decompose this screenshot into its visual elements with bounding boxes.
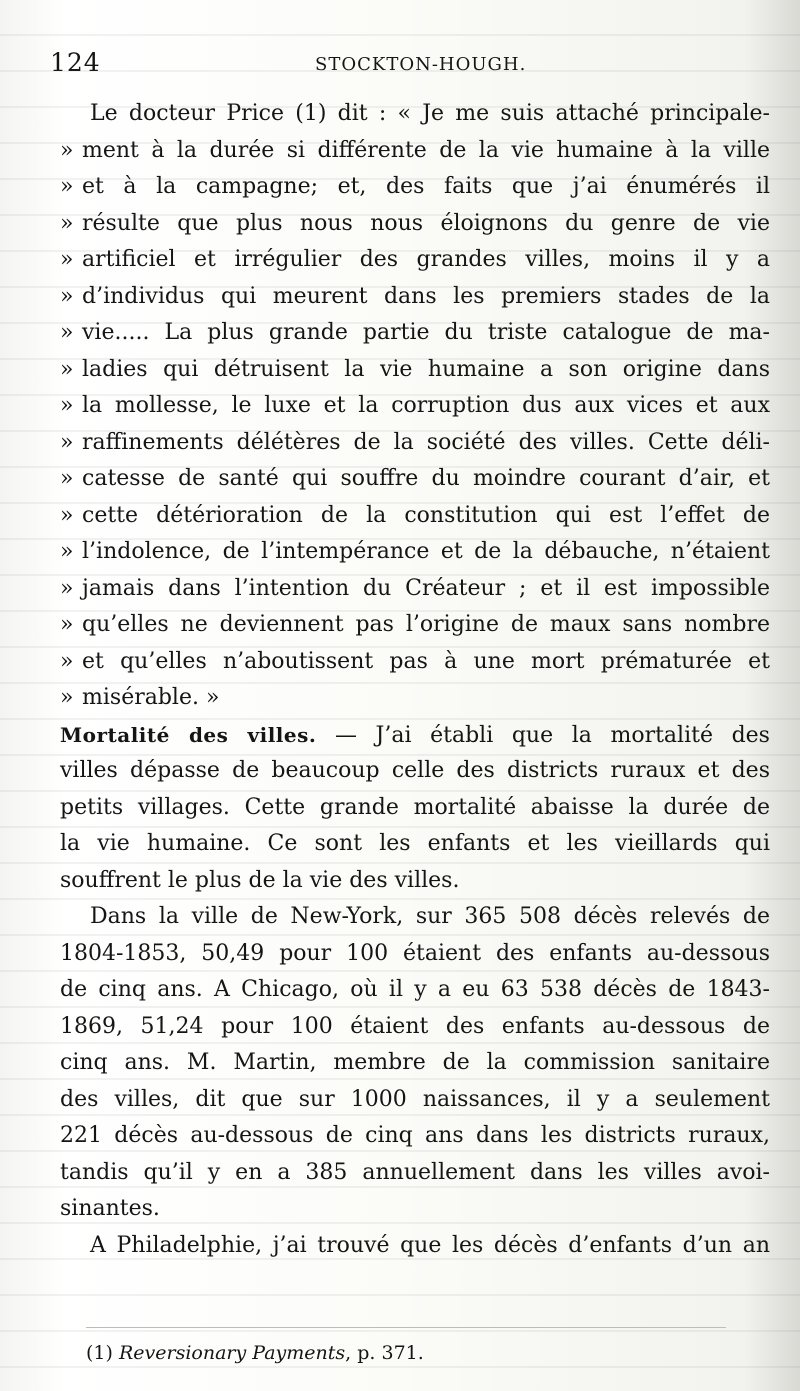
section-first-line (60, 717, 770, 754)
body-line: de cinq ans. A Chicago, où il y a eu 63 538 décès de 1843- (60, 977, 770, 1002)
body-line: Dans la ville de New-York, sur 365 508 décès relevés de (90, 904, 770, 929)
line-text: catesse de santé qui souffre du moindre courant d’air, et (82, 466, 770, 491)
body-line (60, 133, 770, 170)
line-text: d’individus qui meurent dans les premiers stades de la (82, 283, 770, 309)
quote-mark: » (60, 356, 74, 382)
page-number: 124 (50, 48, 101, 77)
footnote-rest: , p. 371. (345, 1342, 424, 1364)
quote-mark: » (60, 539, 74, 564)
body-line (60, 206, 770, 243)
line-text: — J’ai établi que la mortalité des (316, 722, 770, 748)
body-line: 1804-1853, 50,49 pour 100 étaient des enfants au-dessous (60, 940, 770, 966)
line-text: jamais dans l’intention du Créateur ; et il est impossible (82, 575, 770, 601)
quote-mark: » (60, 283, 74, 309)
line-text: vie..... La plus grande partie du triste catalogue de ma- (82, 320, 770, 345)
body-line: petits villages. Cette grande mortalité abaisse la durée de (60, 794, 770, 820)
line-text: ladies qui détruisent la vie humaine a son origine dans (82, 356, 770, 382)
footnote-title: Reversionary Payments (118, 1342, 346, 1364)
quote-mark: » (60, 502, 74, 528)
body-line: 221 décès au-dessous de cinq ans dans les districts ruraux, (60, 1123, 770, 1148)
body-line: cinq ans. M. Martin, membre de la commission sanitaire (60, 1050, 770, 1075)
body-line (60, 242, 770, 279)
quote-mark: » (60, 247, 74, 272)
body-line: 1869, 51,24 pour 100 étaient des enfants au-dessous de (60, 1013, 770, 1039)
body-line: la vie humaine. Ce sont les enfants et les vieillards qui (60, 831, 770, 856)
quote-mark: » (60, 575, 74, 601)
line-text: la mollesse, le luxe et la corruption dus aux vices et aux (82, 393, 770, 418)
body-line (60, 169, 770, 206)
quote-mark: » (60, 210, 74, 236)
line-text: cette détérioration de la constitution qui est l’effet de (82, 502, 770, 528)
body-line (60, 534, 770, 571)
quote-mark: » (60, 466, 74, 491)
body-line (60, 607, 770, 644)
body-line (60, 96, 770, 133)
body-line: tandis qu’il y en a 385 annuellement dans les villes avoi- (60, 1159, 770, 1185)
body-line (60, 680, 770, 717)
line-text: raffinements délétères de la société des villes. Cette déli- (82, 429, 770, 455)
quote-mark: » (60, 174, 74, 199)
body-line: sinantes. (60, 1196, 160, 1221)
line-text: ment à la durée si différente de la vie humaine à la ville (82, 137, 770, 163)
running-title: STOCKTON-HOUGH. (315, 54, 527, 75)
body-line (60, 315, 770, 352)
line-text: résulte que plus nous nous éloignons du genre de vie (82, 210, 770, 236)
body-line (60, 644, 770, 681)
quote-mark: » (60, 612, 74, 637)
quote-mark: » (60, 393, 74, 418)
body-line (60, 498, 770, 535)
quote-mark: » (60, 685, 74, 710)
line-text: et à la campagne; et, des faits que j’ai énumérés il (82, 174, 770, 199)
footnote-number: (1) (86, 1342, 113, 1364)
quote-mark: » (60, 648, 74, 674)
body-line (60, 388, 770, 425)
body-line (60, 352, 770, 389)
body-line: des villes, dit que sur 1000 naissances, il y a seulement (60, 1086, 770, 1112)
quote-mark: » (60, 137, 74, 163)
footnote-divider (86, 1327, 726, 1328)
line-text: et qu’elles n’aboutissent pas à une mort prématurée et (82, 648, 770, 674)
line-text: Le docteur Price (1) dit : « Je me suis attaché principale- (90, 101, 770, 126)
page-header (50, 48, 770, 88)
body-line (60, 425, 770, 462)
body-line: A Philadelphie, j’ai trouvé que les décès d’enfants d’un an (90, 1232, 770, 1258)
body-line: souffrent le plus de la vie des villes. (60, 867, 460, 893)
footnote (86, 1342, 424, 1364)
body-line: villes dépasse de beaucoup celle des districts ruraux et des (60, 758, 770, 783)
line-text: misérable. » (82, 685, 220, 710)
quote-mark: » (60, 429, 74, 455)
section-title: Mortalité des villes. (60, 722, 317, 747)
line-text: l’indolence, de l’intempérance et de la débauche, n’étaient (82, 539, 770, 564)
body-line (60, 279, 770, 316)
quote-mark: » (60, 320, 74, 345)
body-line (60, 571, 770, 608)
line-text: qu’elles ne deviennent pas l’origine de maux sans nombre (82, 612, 770, 637)
line-text: artificiel et irrégulier des grandes villes, moins il y a (82, 247, 770, 272)
page-body (60, 96, 770, 1264)
body-line (60, 461, 770, 498)
